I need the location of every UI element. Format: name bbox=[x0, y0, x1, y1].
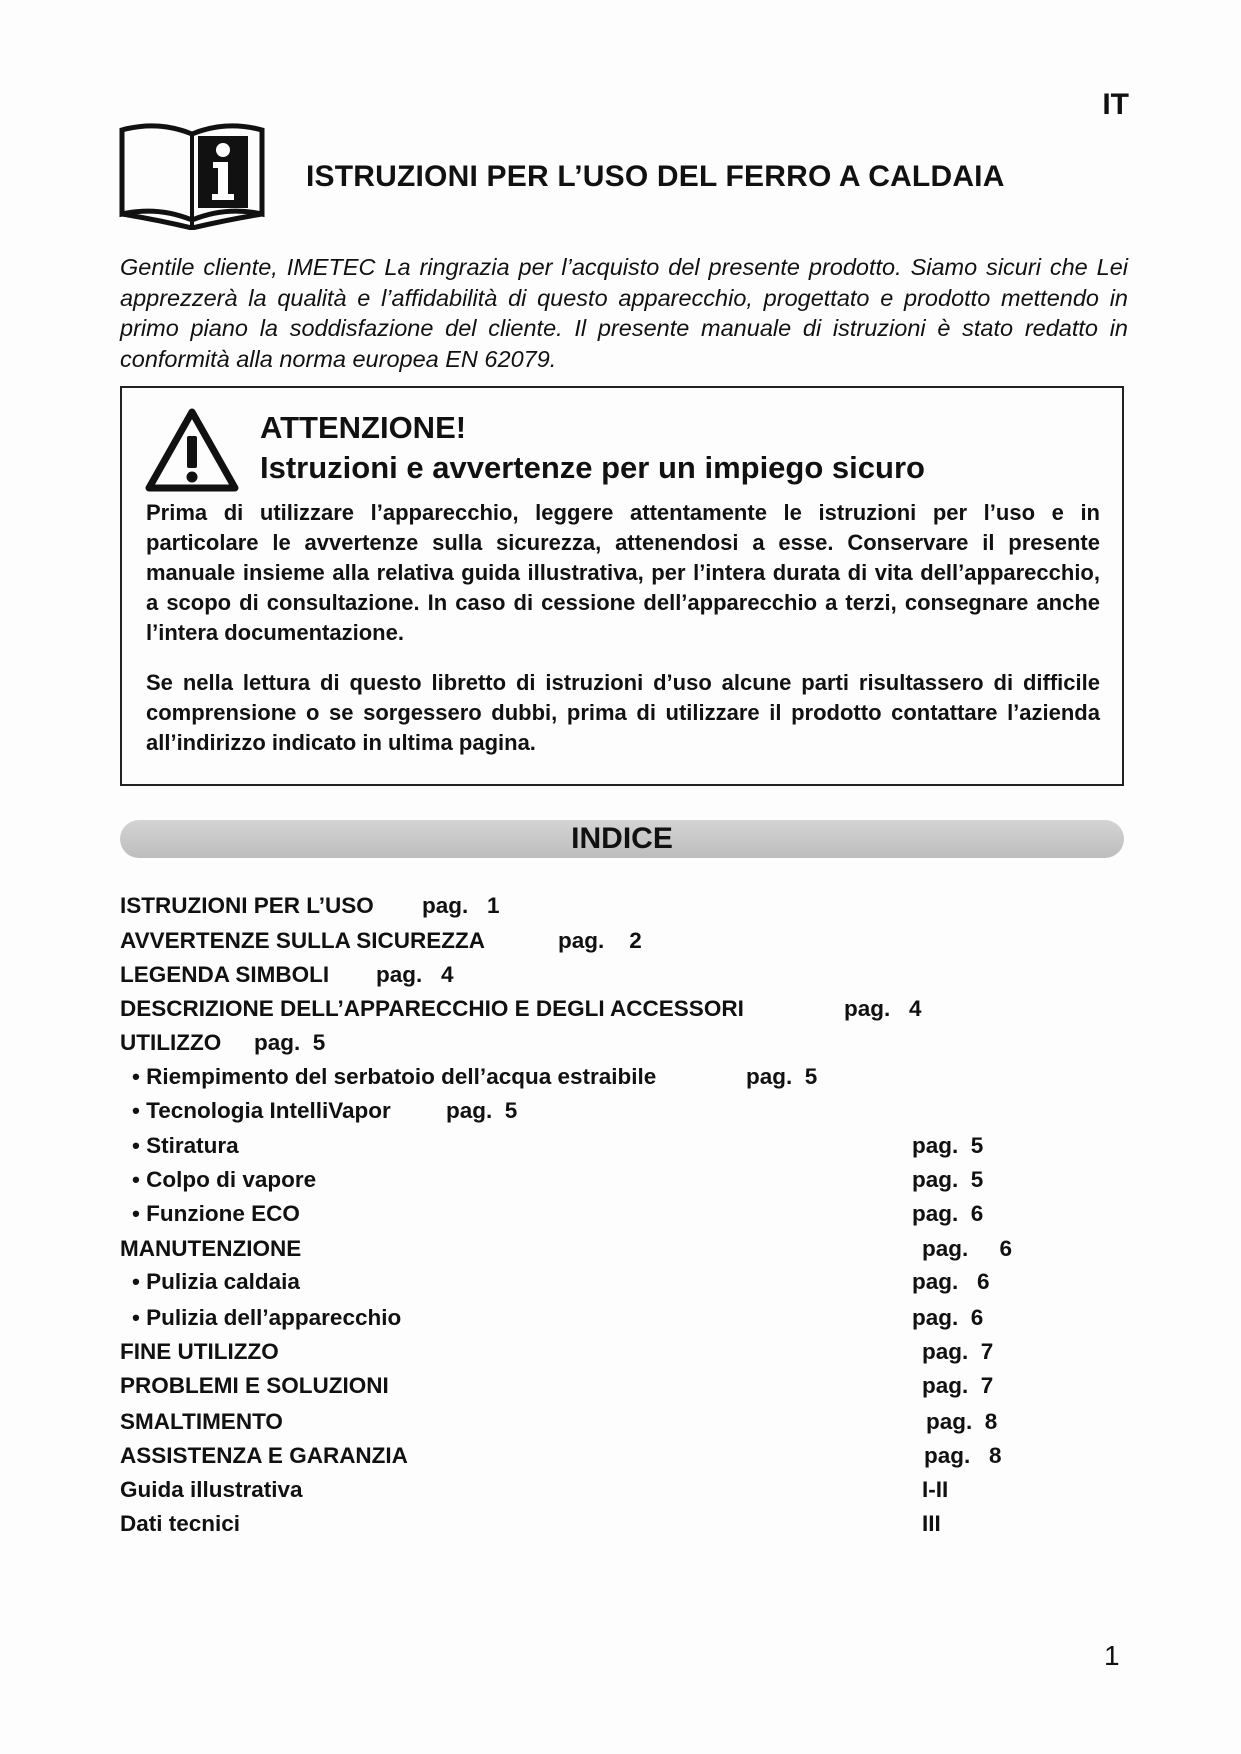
toc-item-page: pag. 6 bbox=[912, 1269, 990, 1294]
toc-item-page: pag. 5 bbox=[254, 1030, 326, 1055]
toc-item-label: • Funzione ECO bbox=[132, 1201, 300, 1226]
toc-item-label: • Colpo di vapore bbox=[132, 1167, 317, 1192]
toc-item-label: MANUTENZIONE bbox=[120, 1236, 302, 1261]
toc-item-page: III bbox=[922, 1511, 941, 1536]
index-title: INDICE bbox=[571, 822, 673, 855]
warning-paragraph: Se nella lettura di questo libretto di istruzioni d’uso alcune parti risultassero di difficile comprensione o se sorgessero dubbi, prima di utilizzare il prodotto contattare l’azienda all’indirizzo indicato in ultima pagina. bbox=[146, 670, 1100, 755]
toc-item-label: LEGENDA SIMBOLI bbox=[120, 962, 330, 987]
language-code: IT bbox=[1102, 88, 1129, 121]
toc-item-label: • Tecnologia IntelliVapor bbox=[132, 1098, 391, 1123]
toc-item-label: FINE UTILIZZO bbox=[120, 1339, 279, 1364]
info-book-icon bbox=[118, 122, 266, 230]
toc-item-page: pag. 5 bbox=[446, 1098, 518, 1123]
toc-item-page: pag. 2 bbox=[558, 928, 642, 953]
toc-item-page: pag. 6 bbox=[912, 1201, 984, 1226]
toc-item-page: pag. 6 bbox=[912, 1305, 984, 1330]
toc-item-page: pag. 8 bbox=[924, 1443, 1002, 1468]
toc-item-label: • Pulizia caldaia bbox=[132, 1269, 300, 1294]
warning-box bbox=[120, 386, 1124, 786]
warning-title: ATTENZIONE! bbox=[260, 410, 467, 445]
toc-item-label: • Pulizia dell’apparecchio bbox=[132, 1305, 402, 1330]
toc-item-label: • Riempimento del serbatoio dell’acqua estraibile bbox=[132, 1064, 657, 1089]
toc-item-label: AVVERTENZE SULLA SICUREZZA bbox=[120, 928, 486, 953]
warning-triangle-icon bbox=[144, 406, 240, 494]
toc-item-page: pag. 5 bbox=[912, 1133, 984, 1158]
toc-item-label: Guida illustrativa bbox=[120, 1477, 303, 1502]
index-header bbox=[120, 820, 1124, 858]
toc-item-page: pag. 5 bbox=[912, 1167, 984, 1192]
page-number: 1 bbox=[1104, 1640, 1120, 1671]
page-title: ISTRUZIONI PER L’USO DEL FERRO A CALDAIA bbox=[306, 160, 1005, 193]
toc-item-label: ISTRUZIONI PER L’USO bbox=[120, 893, 374, 918]
toc-item-page: pag. 4 bbox=[376, 962, 454, 987]
warning-subtitle: Istruzioni e avvertenze per un impiego sicuro bbox=[260, 450, 925, 485]
toc-item-label: • Stiratura bbox=[132, 1133, 239, 1158]
toc-item-page: pag. 8 bbox=[926, 1409, 998, 1434]
toc-item-page: pag. 7 bbox=[922, 1339, 994, 1364]
toc-item-page: pag. 1 bbox=[422, 893, 500, 918]
toc-item-page: pag. 6 bbox=[922, 1236, 1013, 1261]
toc-item-page: pag. 7 bbox=[922, 1373, 994, 1398]
toc-item-page: pag. 5 bbox=[746, 1064, 818, 1089]
toc-item-label: UTILIZZO bbox=[120, 1030, 222, 1055]
warning-paragraph: Prima di utilizzare l’apparecchio, leggere attentamente le istruzioni per l’uso e in particolare le avvertenze sulla sicurezza, attenendosi a esse. Conservare il presente manuale insieme alla relativa guida illustrativa, per l’intera durata di vita dell’apparecchio, a scopo di consultazione. In caso di cessione dell’apparecchio a terzi, consegnare anche l’intera documentazione. bbox=[146, 500, 1100, 645]
toc-item-page: pag. 4 bbox=[844, 996, 922, 1021]
toc-item-page: I-II bbox=[922, 1477, 949, 1502]
toc-item-label: PROBLEMI E SOLUZIONI bbox=[120, 1373, 389, 1398]
intro-paragraph: Gentile cliente, IMETEC La ringrazia per l’acquisto del presente prodotto. Siamo sicuri che Lei apprezzerà la qualità e l’affidabilità di questo apparecchio, progettato e prodotto mettendo in primo piano la soddisfazione del cliente. Il presente manuale di istruzioni è stato redatto in conformità alla norma europea EN 62079. bbox=[120, 254, 1128, 372]
toc-item-label: SMALTIMENTO bbox=[120, 1409, 283, 1434]
toc-item-label: ASSISTENZA E GARANZIA bbox=[120, 1443, 408, 1468]
toc-item-label: Dati tecnici bbox=[120, 1511, 241, 1536]
toc-item-label: DESCRIZIONE DELL’APPARECCHIO E DEGLI ACCESSORI bbox=[120, 996, 744, 1021]
